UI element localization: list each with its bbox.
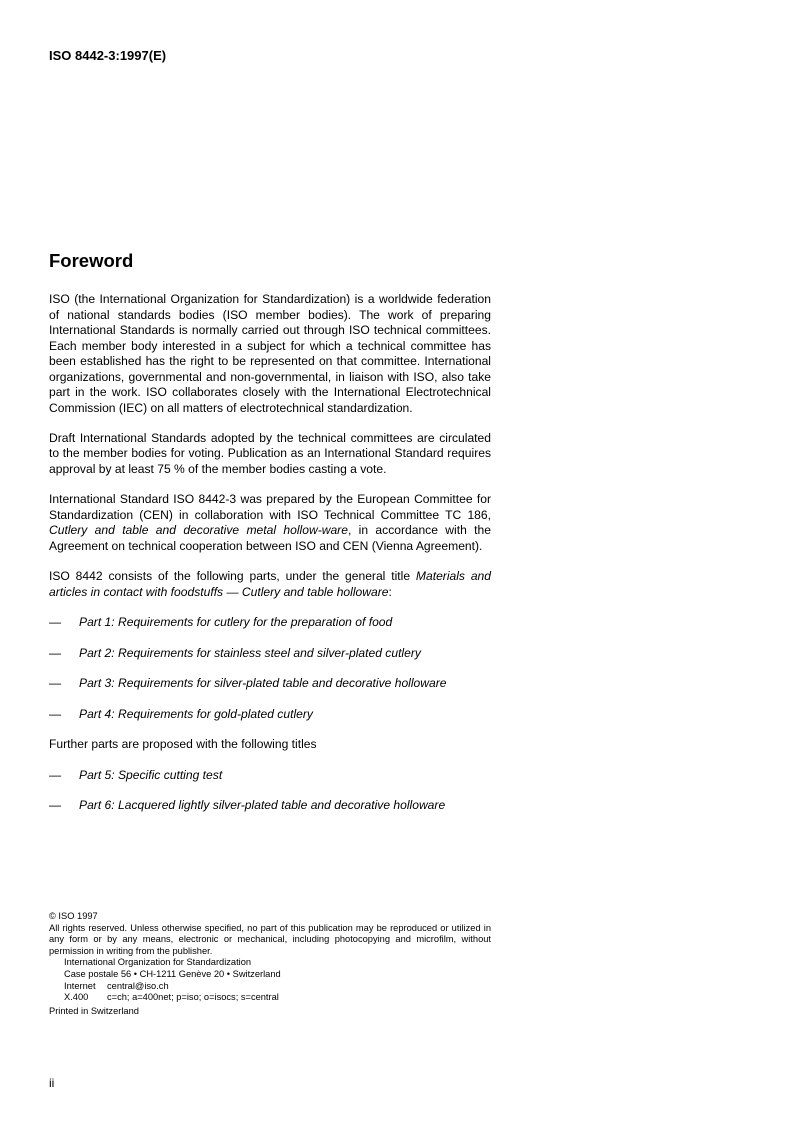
- page-number: ii: [49, 1076, 55, 1090]
- list-item: [49, 768, 491, 784]
- parts-intro-text-a: ISO 8442 consists of the following parts, under the general title: [49, 569, 416, 583]
- paragraph-draft-standards: Draft International Standards adopted by the technical committees are circulated to the member bodies for voting. Publication as an International Standard requires approval by at least 75 % of the member bodies casting a vote.: [49, 430, 491, 476]
- list-item: [49, 798, 491, 814]
- proposed-part-title: Part 6: Lacquered lightly silver-plated table and decorative holloware: [79, 798, 446, 812]
- internet-value: central@iso.ch: [107, 980, 169, 991]
- list-item: [49, 676, 491, 692]
- dash-marker: —: [49, 645, 62, 660]
- parts-intro-text-b: :: [388, 584, 392, 599]
- part-title: Part 2: Requirements for stainless steel and silver-plated cutlery: [79, 645, 421, 660]
- prepared-by-text-b: , in accordance with the Agreement on technical cooperation between ISO and CEN (Vienna Agreement).: [49, 523, 491, 553]
- paragraph-parts-intro: [49, 569, 491, 600]
- dash-marker: —: [49, 767, 62, 782]
- x400-label: X.400: [64, 992, 89, 1003]
- dash-marker: —: [49, 676, 62, 690]
- dash-marker: —: [49, 615, 62, 629]
- proposed-part-title: Part 5: Specific cutting test: [79, 767, 223, 782]
- iso-address: [49, 957, 491, 1003]
- internet-row: [64, 981, 491, 993]
- printed-in: Printed in Switzerland: [49, 1005, 139, 1016]
- foreword-body: [49, 292, 491, 814]
- internet-label: Internet: [64, 980, 96, 991]
- list-item: [49, 646, 491, 662]
- paragraph-further-parts: Further parts are proposed with the following titles: [49, 737, 317, 751]
- document-id-header: ISO 8442-3:1997(E): [49, 48, 167, 63]
- list-item: [49, 615, 491, 631]
- rights-notice: All rights reserved. Unless otherwise specified, no part of this publication may be reproduced or utilized in any form or by any means, electronic or mechanical, including photocopying and microfilm, without permission in writing from the publisher.: [49, 922, 491, 956]
- x400-value: c=ch; a=400net; p=iso; o=isocs; s=central: [107, 992, 279, 1003]
- paragraph-prepared-by: [49, 492, 491, 554]
- dash-marker: —: [49, 706, 62, 721]
- part-title: Part 3: Requirements for silver-plated table and decorative holloware: [79, 676, 447, 690]
- page-title: Foreword: [49, 250, 134, 271]
- copyright-block: [49, 911, 491, 1017]
- postal-address: Case postale 56 • CH-1211 Genève 20 • Switzerland: [64, 968, 281, 979]
- part-title: Part 1: Requirements for cutlery for the preparation of food: [79, 615, 393, 629]
- prepared-by-text-a: International Standard ISO 8442-3 was prepared by the European Committee for Standardization (CEN) in collaboration with ISO Technical Committee TC 186,: [49, 492, 491, 522]
- org-name: International Organization for Standardization: [64, 957, 252, 968]
- dash-marker: —: [49, 798, 62, 812]
- list-item: [49, 707, 491, 723]
- general-title: Materials and articles in contact with foodstuffs — Cutlery and table holloware: [49, 569, 491, 599]
- paragraph-iso-intro: ISO (the International Organization for Standardization) is a worldwide federation of national standards bodies (ISO member bodies). The work of preparing International Standards is normally carried out through ISO technical committees. Each member body interested in a subject for which a technical committee has been established has the right to be represented on that committee. International organizations, governmental and non-governmental, in liaison with ISO, also take part in the work. ISO collaborates closely with the International Electrotechnical Commission (IEC) on all matters of electrotechnical standardization.: [49, 292, 491, 415]
- x400-row: [64, 992, 491, 1004]
- committee-title: Cutlery and table and decorative metal hollow-ware: [49, 523, 348, 537]
- copyright-line: © ISO 1997: [49, 911, 98, 921]
- part-title: Part 4: Requirements for gold-plated cutlery: [79, 706, 313, 721]
